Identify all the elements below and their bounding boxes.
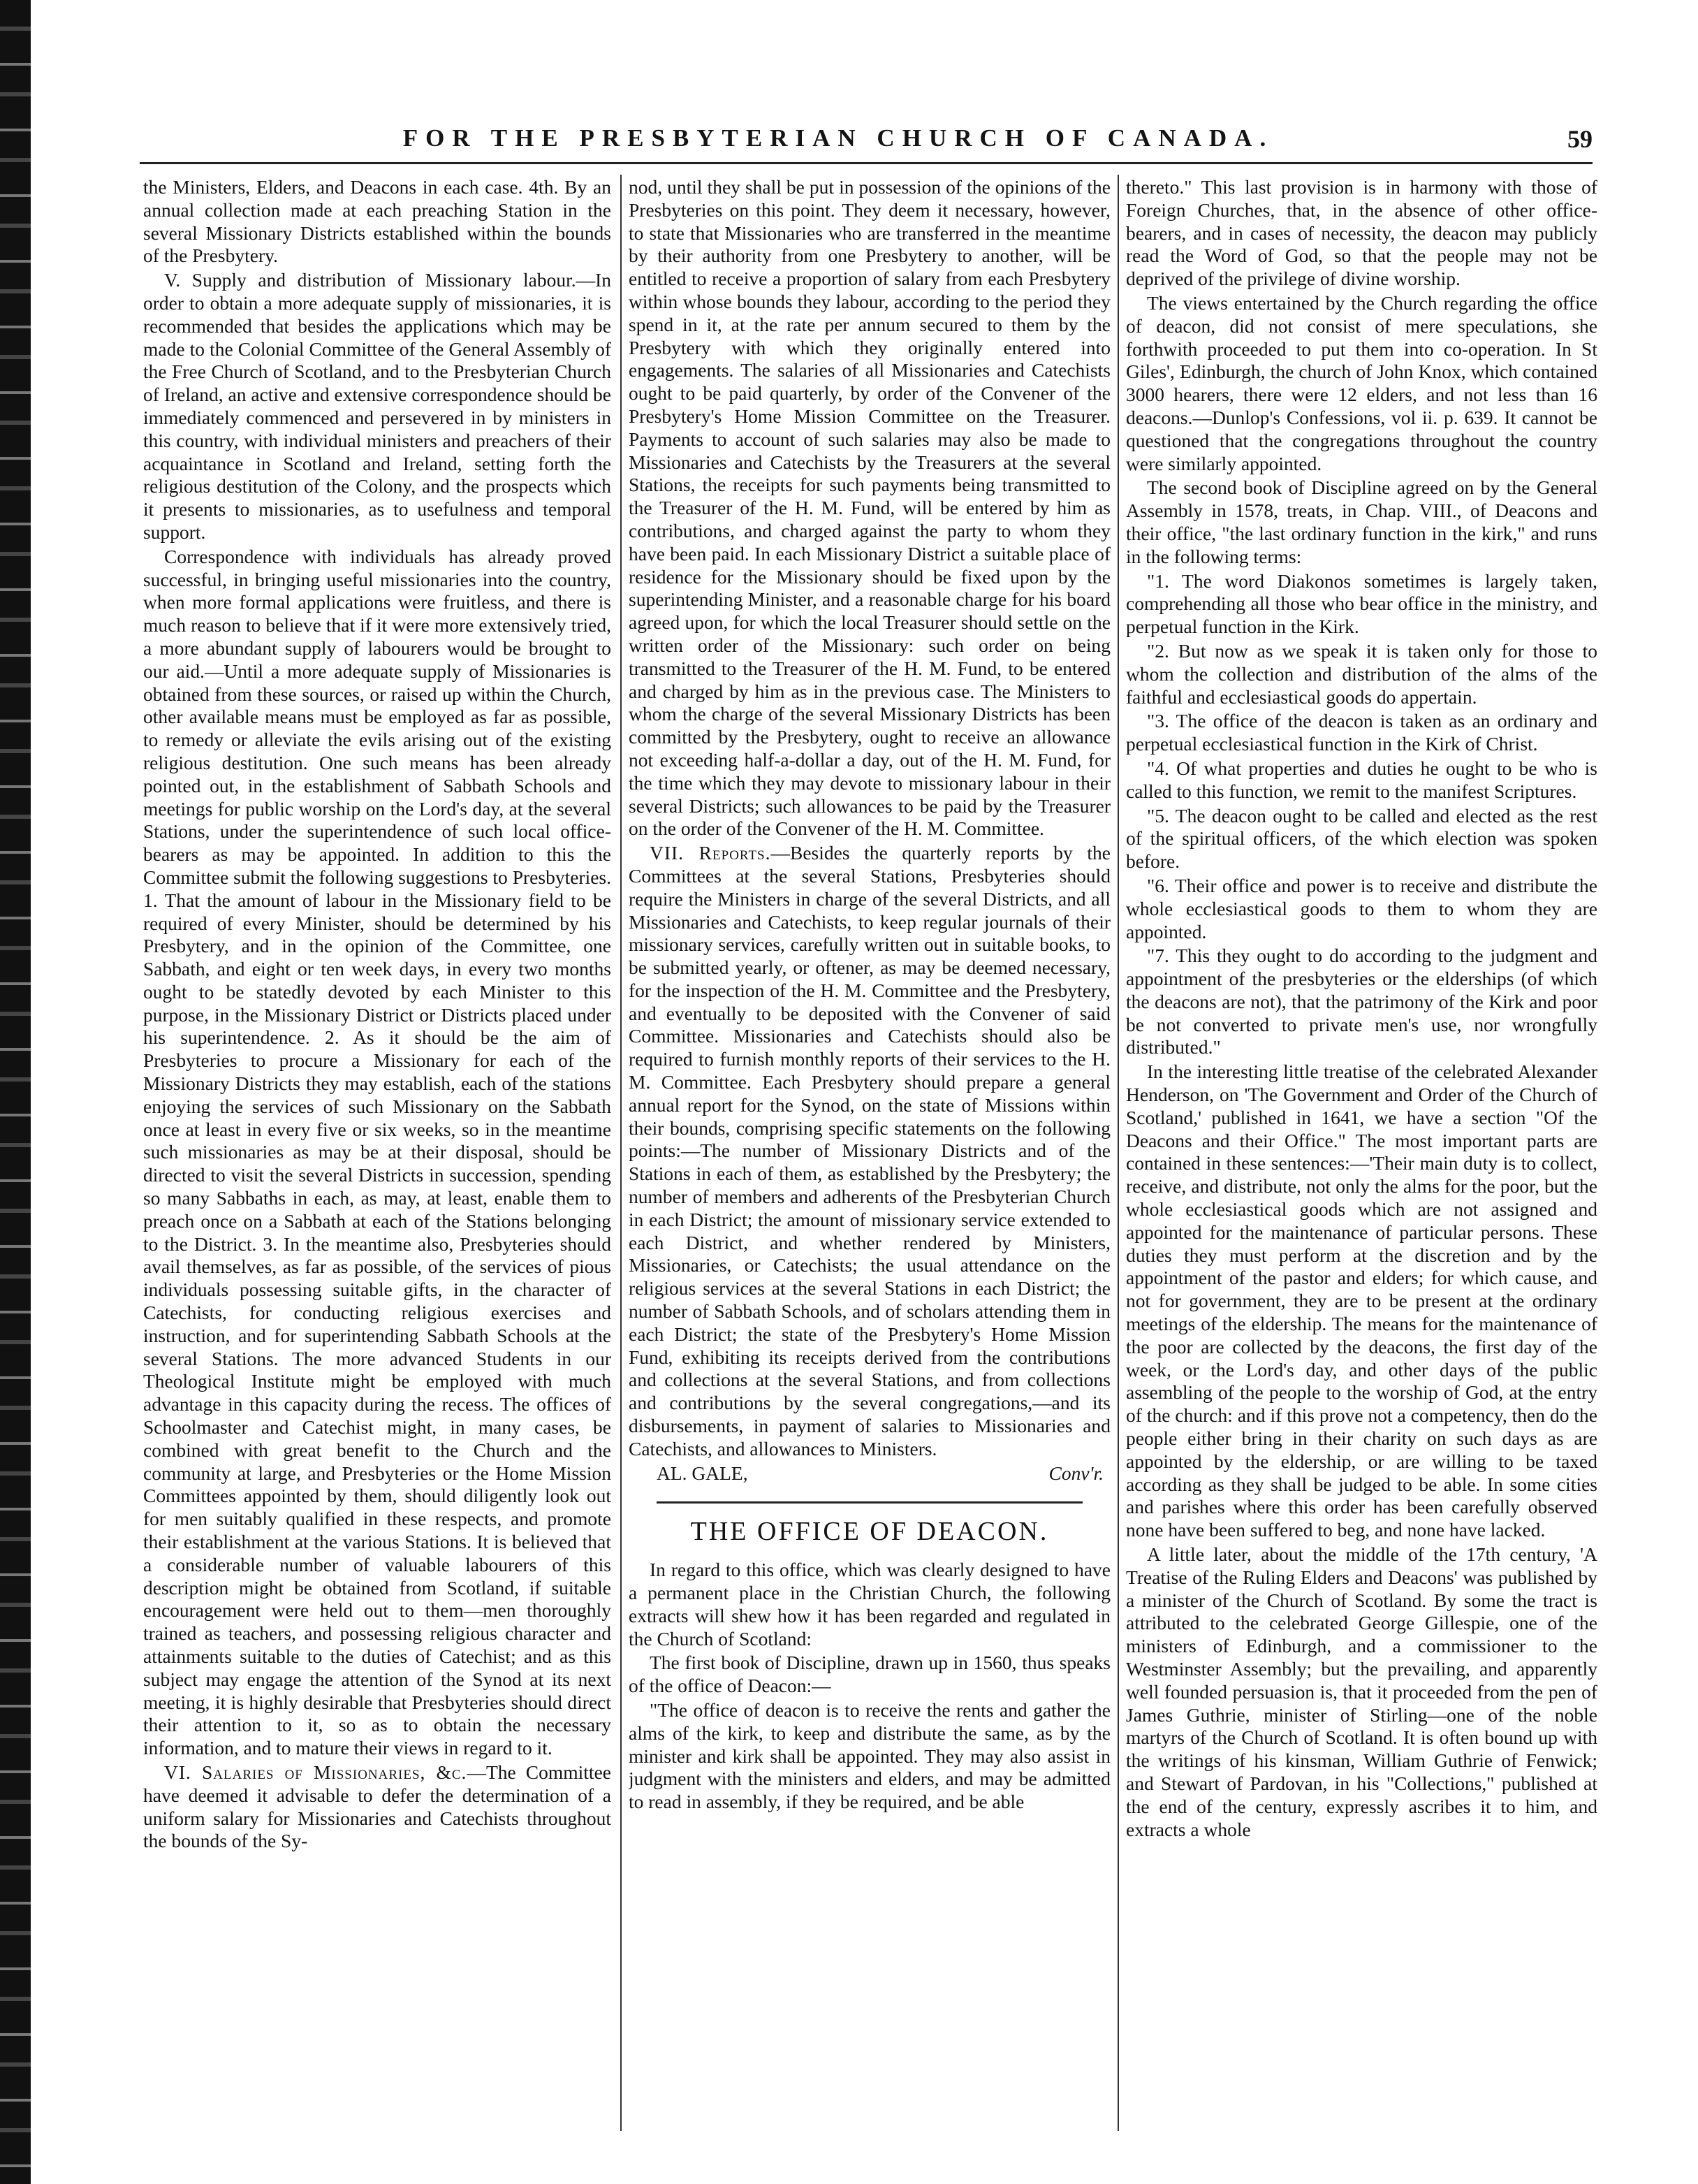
paragraph: The second book of Discipline agreed on by the General Assembly in 1578, treats, in Chap. VIII., of Deacons and their office, "the last ordinary function in the kirk," and runs in the following terms:: [1126, 476, 1597, 567]
paragraph: "The office of deacon is to receive the rents and gather the alms of the kirk, to keep and distribute the same, as by the minister and kirk shall be appointed. They may also assist in judgment with the ministers and elders, and may be admitted to read in assembly, if they be required, and be able: [629, 1699, 1111, 1813]
paragraph: The views entertained by the Church regarding the office of deacon, did not consist of mere speculations, she forthwith proceeded to put them into co-operation. In St Giles', Edinburgh, the church of John Knox, which contained 3000 hearers, there were 12 elders, and not less than 16 deacons.—Dunlop's Confessions, vol ii. p. 639. It cannot be questioned that the congregations throughout the country were similarly appointed.: [1126, 291, 1597, 474]
paragraph: In regard to this office, which was clearly designed to have a permanent place in the Christian Church, the following extracts will shew how it has been regarded and regulated in the Church of Scotland:: [629, 1559, 1111, 1650]
paragraph: Correspondence with individuals has already proved successful, in bringing useful missionaries into the country, when more formal applications were fruitless, and there is much reason to believe that if it were more extensively tried, a more abundant supply of labourers would be brought to our aid.—Until a more adequate supply of Missionaries is obtained from these sources, or raised up within the Church, other available means must be employed as far as possible, to remedy or alleviate the evils arising out of the existing religious destitution. One such means has been already pointed out, in the establishment of Sabbath Schools and meetings for public worship on the Lord's day, at the several Stations, under the superintendence of such local office-bearers as may be appointed. In addition to this the Committee submit the following suggestions to Presbyteries. 1. That the amount of labour in the Missionary field to be required of every Minister, should be determined by his Presbytery, and in the opinion of the Committee, one Sabbath, and eight or ten week days, in every two months ought to be statedly devoted by each Minister to this purpose, in the Missionary District or Districts placed under his superintendence. 2. As it should be the aim of Presbyteries to procure a Missionary for each of the Missionary Districts they may establish, each of the stations enjoying the services of such Missionary on the Sabbath once at least in every five or six weeks, so in the meantime such missionaries as may be at their disposal, should be directed to visit the several Districts in succession, spending so many Sabbaths in each, as may, at least, enable them to preach once on a Sabbath at each of the Stations belonging to the District. 3. In the meantime also, Presbyteries should avail themselves, as far as possible, of the services of pious individuals possessing suitable gifts, in the character of Catechists, for conducting religious exercises and instruction, and for superintending Sabbath Schools at the several Stations. The more advanced Students in our Theological Institute might be employed with much advantage in this capacity during the recess. The offices of Schoolmaster and Catechist might, in many cases, be combined with great benefit to the Church and the community at large, and Presbyteries or the Home Mission Committees appointed by them, should diligently look out for men suitably qualified in these respects, and promote their establishment at the various Stations. It is believed that a considerable number of valuable labourers of this description might be obtained from Scotland, if suitable encouragement were held out to them—men thoroughly trained as teachers, and possessing religious character and attainments suitable to the duties of Catechist; and as this subject may engage the attention of the Synod at its next meeting, it is highly desirable that Presbyteries should direct their attention to it, so as to obtain the necessary information, and to mature their views in regard to it.: [143, 545, 611, 1759]
section-separator: [657, 1501, 1083, 1504]
signature-title: Conv'r.: [1048, 1462, 1104, 1484]
signature: [629, 1462, 1111, 1485]
paragraph: nod, until they shall be put in possession of the opinions of the Presbyteries on this point. They deem it necessary, however, to state that Missionaries who are transferred in the meantime by their authority from one Presbytery to another, will be entitled to receive a proportion of salary from each Presbytery within whose bounds they labour, according to the period they spend in it, at the rate per annum secured to them by the Presbytery with which they originally entered into engagements. The salaries of all Missionaries and Catechists ought to be paid quarterly, by order of the Convener of the Presbytery's Home Mission Committee on the Treasurer. Payments to account of such salaries may also be made to Missionaries and Catechists by the Treasurers at the several Stations, the receipts for such payments being transmitted to the Treasurer of the H. M. Fund, will be entered by him as contributions, and charged against the party to whom they have been paid. In each Missionary District a suitable place of residence for the Missionary should be fixed upon by the superintending Minister, and a reasonable charge for his board agreed upon, for which the local Treasurer should settle on the written order of the Missionary: such order on being transmitted to the Treasurer of the H. M. Fund, to be entered and charged by him as in the previous case. The Ministers to whom the charge of the several Missionary Districts has been committed by the Presbytery, ought to receive an allowance not exceeding half-a-dollar a day, out of the H. M. Fund, for the time which they may devote to missionary labour in their several Districts; such allowances to be paid by the Treasurer on the order of the Convener of the H. M. Committee.: [629, 176, 1111, 840]
article-title: THE OFFICE OF DEACON.: [690, 1517, 1049, 1547]
column-divider: [620, 175, 622, 2131]
paragraph: the Ministers, Elders, and Deacons in each case. 4th. By an annual collection made at each preaching Station in the several Missionary Districts established within the bounds of the Presbytery.: [143, 176, 611, 267]
section-heading: VII. Reports.: [650, 842, 771, 864]
paragraph: "7. This they ought to do according to the judgment and appointment of the presbyteries or the elderships (of which the deacons are not), that the patrimony of the Kirk and poor be not converted to private men's use, nor wrongfully distributed.": [1126, 945, 1597, 1058]
paragraph-text: —The Committee have deemed it advisable to defer the determination of a uniform salary for Missionaries and Catechists throughout the bounds of the Sy-: [143, 1761, 611, 1852]
running-title: FOR THE PRESBYTERIAN CHURCH OF CANADA.: [402, 124, 1274, 152]
paragraph-text: —Besides the quarterly reports by the Committees at the several Stations, Presbyteries should require the Ministers in charge of the several Districts, and all Missionaries and Catechists, to keep regular journals of their missionary services, carefully written out in suitable books, to be submitted yearly, or oftener, as may be deemed necessary, for the inspection of the H. M. Committee and the Presbytery, and eventually to be deposited with the Convener of said Committee. Missionaries and Catechists should also be required to furnish monthly reports of their services to the H. M. Committee. Each Presbytery should prepare a general annual report for the Synod, on the state of Missions within their bounds, comprising specific statements on the following points:—The number of Missionary Districts and of the Stations in each of them, as established by the Presbytery; the number of members and adherents of the Presbyterian Church in each District; the amount of missionary service extended to each District, and whether rendered by Ministers, Missionaries, or Catechists; the usual attendance on the religious services at the several Stations in each District; the number of Sabbath Schools, and of scholars attending them in each District; the state of the Presbytery's Home Mission Fund, exhibiting its receipts derived from the contributions and collections at the several Stations, and from collections and contributions by the several congregations,—and its disbursements, in payment of salaries to Missionaries and Catechists, and allowances to Ministers.: [629, 842, 1111, 1459]
paragraph: "3. The office of the deacon is taken as an ordinary and perpetual ecclesiastical function in the Kirk of Christ.: [1126, 710, 1597, 755]
paragraph: A little later, about the middle of the 17th century, 'A Treatise of the Ruling Elders and Deacons' was published by a minister of the Church of Scotland. By some the tract is attributed to the celebrated George Gillespie, one of the ministers of Edinburgh, and a commissioner to the Westminster Assembly; but the prevailing, and apparently well founded persuasion is, that it proceeded from the pen of James Guthrie, minister of Stirling—one of the noble martyrs of the Church of Scotland. It is often bound up with the writings of his kinsman, William Guthrie of Fenwick; and Stewart of Pardovan, in his "Collections," published at the end of the century, expressly ascribes it to him, and extracts a whole: [1126, 1543, 1597, 1840]
paragraph: "2. But now as we speak it is taken only for those to whom the collection and distribution of the alms of the faithful and ecclesiastical goods do appertain.: [1126, 639, 1597, 708]
page-number: 59: [1567, 125, 1593, 153]
column-divider: [1118, 175, 1119, 2131]
paragraph: thereto." This last provision is in harmony with those of Foreign Churches, that, in the absence of other office-bearers, and in cases of necessity, the deacon may publicly read the Word of God, so that the people may not be deprived of the privilege of divine worship.: [1126, 176, 1597, 290]
section-heading: VI. Salaries of Missionaries, &c.: [164, 1761, 467, 1783]
paragraph: [629, 842, 1111, 1461]
column-left: [143, 176, 611, 2153]
paragraph: "6. Their office and power is to receive and distribute the whole ecclesiastical goods to them to whom they are appointed.: [1126, 874, 1597, 942]
paragraph: [143, 1761, 611, 1853]
scan-edge-shadow: [0, 0, 31, 2184]
paragraph: V. Supply and distribution of Missionary labour.—In order to obtain a more adequate supply of missionaries, it is recommended that besides the applications which may be made to the Colonial Committee of the General Assembly of the Free Church of Scotland, and to the Presbyterian Church of Ireland, an active and extensive correspondence should be immediately commenced and persevered in by ministers in this country, with individual ministers and preachers of their acquaintance in Scotland and Ireland, setting forth the religious destitution of the Colony, and the prospects which it presents to missionaries, as to usefulness and temporal support.: [143, 269, 611, 543]
paragraph: The first book of Discipline, drawn up in 1560, thus speaks of the office of Deacon:—: [629, 1652, 1111, 1697]
paragraph: In the interesting little treatise of the celebrated Alexander Henderson, on 'The Government and Order of the Church of Scotland,' published in 1641, we have a section "Of the Deacons and their Office." The most important parts are contained in these sentences:—'Their main duty is to collect, receive, and distribute, not only the alms for the poor, but the whole ecclesiastical goods which are not assigned and appointed for the maintenance of particular persons. These duties they must perform at the discretion and by the appointment of the pastor and elders; for which cause, and not for government, they are to be present at the ordinary meetings of the eldership. The means for the maintenance of the poor are collected by the deacons, the first day of the week, or the Lord's day, and other days of the public assembling of the people to the worship of God, at the entry of the church: and if this prove not a competency, then do the people either bring in their charity on such days as are appointed by the eldership, or are willing to be taxed according as they shall be judged to be able. In some cities and parishes where this order has been carefully observed none have been suffered to beg, and none have lacked.: [1126, 1061, 1597, 1541]
column-right: [1126, 176, 1597, 2153]
paragraph: "4. Of what properties and duties he ought to be who is called to this function, we remit to the manifest Scriptures.: [1126, 757, 1597, 802]
page-header: [84, 124, 1593, 166]
signature-name: AL. GALE,: [657, 1462, 748, 1484]
column-middle: [629, 176, 1111, 2153]
paragraph: "1. The word Diakonos sometimes is largely taken, comprehending all those who bear office in the ministry, and perpetual function in the Kirk.: [1126, 569, 1597, 638]
paragraph: "5. The deacon ought to be called and elected as the rest of the spiritual officers, of the which election was spoken before.: [1126, 804, 1597, 873]
header-rule: [140, 162, 1593, 164]
